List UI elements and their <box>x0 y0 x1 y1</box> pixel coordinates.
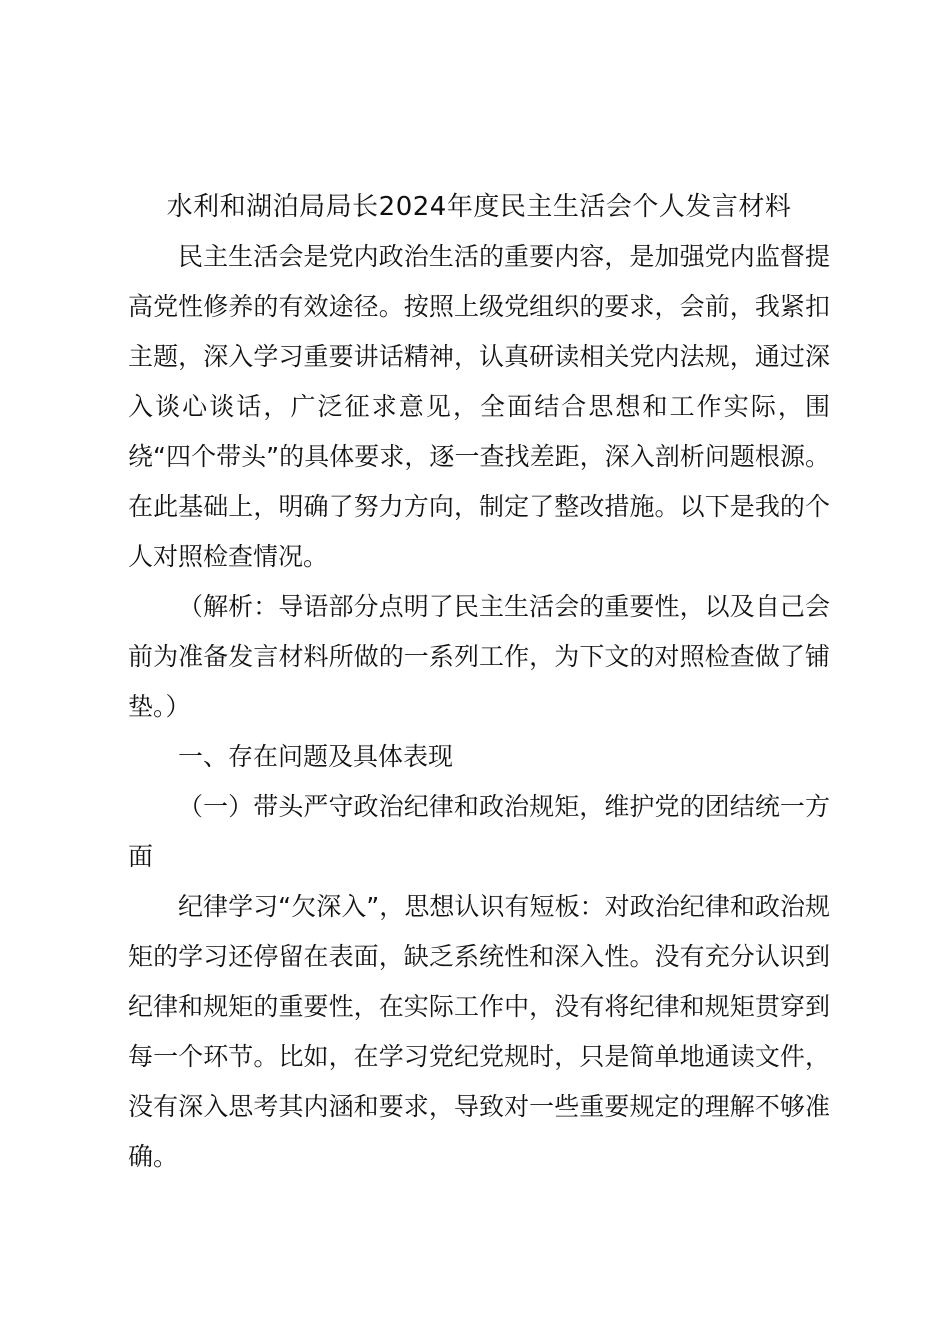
analysis-note-paragraph: （解析：导语部分点明了民主生活会的重要性，以及自己会前为准备发言材料所做的一系列工作，为下文的对照检查做了铺垫。） <box>128 592 830 721</box>
subsection-heading-1: （一）带头严守政治纪律和政治规矩，维护党的团结统一方面 <box>128 792 830 871</box>
document-body <box>128 182 830 1182</box>
section-heading-1: 一、存在问题及具体表现 <box>178 742 454 771</box>
document-title: 水利和湖泊局局长2024年度民主生活会个人发言材料 <box>166 192 792 222</box>
intro-paragraph: 民主生活会是党内政治生活的重要内容，是加强党内监督提高党性修养的有效途径。按照上级党组织的要求，会前，我紧扣主题，深入学习重要讲话精神，认真研读相关党内法规，通过深入谈心谈话，广泛征求意见，全面结合思想和工作实际，围绕“四个带头”的具体要求，逐一查找差距，深入剖析问题根源。在此基础上，明确了努力方向，制定了整改措施。以下是我的个人对照检查情况。 <box>128 242 830 571</box>
body-paragraph-discipline: 纪律学习“欠深入”，思想认识有短板：对政治纪律和政治规矩的学习还停留在表面，缺乏系统性和深入性。没有充分认识到纪律和规矩的重要性，在实际工作中，没有将纪律和规矩贯穿到每一个环节。比如，在学习党纪党规时，只是简单地通读文件，没有深入思考其内涵和要求，导致对一些重要规定的理解不够准确。 <box>128 892 830 1171</box>
